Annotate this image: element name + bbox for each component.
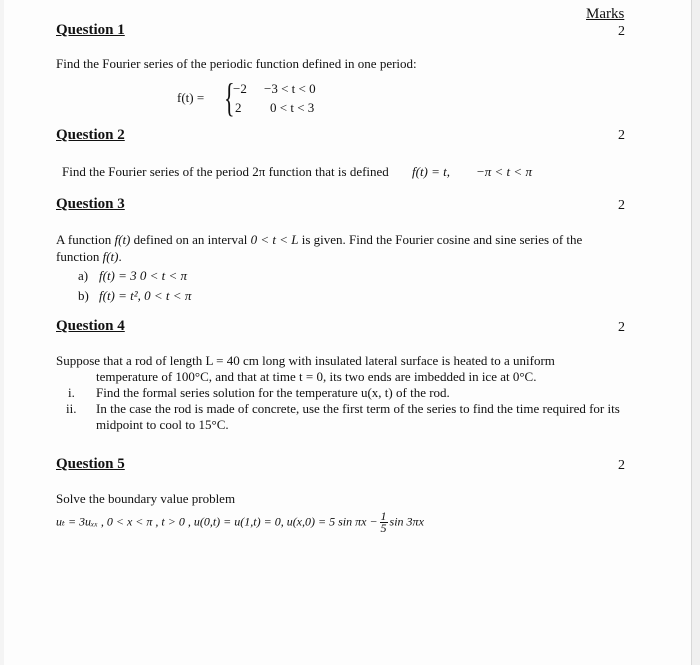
q5-equation xyxy=(56,511,424,534)
q4-line2: temperature of 100°C, and that at time t = 0, its two ends are imbedded in ice at 0°C. xyxy=(96,369,537,384)
q2-interval: −π < t < π xyxy=(476,164,532,179)
q5-text: Solve the boundary value problem xyxy=(56,491,236,506)
q3-item-b-label: b) xyxy=(78,288,89,303)
q4-line1: Suppose that a rod of length L = 40 cm long with insulated lateral surface is heated to a uniform xyxy=(56,353,555,368)
q3-text-b: defined on an interval xyxy=(133,232,248,247)
q5-frac-num: 1 xyxy=(380,509,387,523)
q1-mark: 2 xyxy=(618,24,625,39)
q3-title: Question 3 xyxy=(56,196,125,212)
q3-item-b-math: f(t) = t², 0 < t < π xyxy=(99,288,192,303)
q4-mark: 2 xyxy=(618,320,625,335)
q5-fraction xyxy=(380,511,388,534)
q1-case1-value: −2 xyxy=(233,81,247,96)
q1-lhs: f(t) = xyxy=(177,90,205,105)
q3-line1 xyxy=(56,232,582,248)
q4-title: Question 4 xyxy=(56,318,125,334)
q4-item-i-label: i. xyxy=(68,385,75,400)
marks-header: Marks xyxy=(586,6,625,22)
q4-item-ii-line2: midpoint to cool to 15°C. xyxy=(96,417,229,432)
q2-text: Find the Fourier series of the period 2π function that is defined xyxy=(62,164,389,179)
q4-item-i-text: Find the formal series solution for the temperature u(x, t) of the rod. xyxy=(96,385,450,400)
q5-eq-main: uₜ = 3uₓₓ , 0 < x < π , t > 0 , u(0,t) = u(1,t) = 0, u(x,0) = 5 sin πx − xyxy=(56,514,378,529)
q4-item-ii-label: ii. xyxy=(66,401,77,416)
q5-mark: 2 xyxy=(618,458,625,473)
q1-text: Find the Fourier series of the periodic function defined in one period: xyxy=(56,56,417,71)
q5-eq-tail: sin 3πx xyxy=(389,514,424,529)
q2-function: f(t) = t, xyxy=(412,164,451,179)
q3-text-c: is given. Find the Fourier cosine and sine series of the xyxy=(301,232,583,247)
q3-math-interval: 0 < t < L xyxy=(250,232,299,247)
q1-brace: { xyxy=(224,75,235,120)
q1-case2-value: 2 xyxy=(235,100,242,115)
exam-page xyxy=(4,0,692,665)
q1-case1-condition: −3 < t < 0 xyxy=(264,81,316,96)
q3-line2-math: f(t) xyxy=(102,249,119,264)
q4-item-ii-line1: In the case the rod is made of concrete, use the first term of the series to find the time required for its xyxy=(96,401,620,416)
q1-case2-condition: 0 < t < 3 xyxy=(270,100,315,115)
q1-title: Question 1 xyxy=(56,22,125,38)
q3-text-a: A function xyxy=(56,232,112,247)
q5-frac-den: 5 xyxy=(380,521,387,535)
q5-title: Question 5 xyxy=(56,456,125,472)
q3-item-a-math: f(t) = 3 0 < t < π xyxy=(99,268,188,283)
q3-math-f: f(t) xyxy=(114,232,131,247)
q3-item-a-label: a) xyxy=(78,268,89,283)
q2-title: Question 2 xyxy=(56,127,125,143)
q3-mark: 2 xyxy=(618,198,625,213)
q2-mark: 2 xyxy=(618,128,625,143)
q3-line2-post: . xyxy=(118,249,122,264)
q3-line2-pre: function xyxy=(56,249,100,264)
page-right-edge xyxy=(691,0,700,665)
q3-line2 xyxy=(56,249,122,265)
